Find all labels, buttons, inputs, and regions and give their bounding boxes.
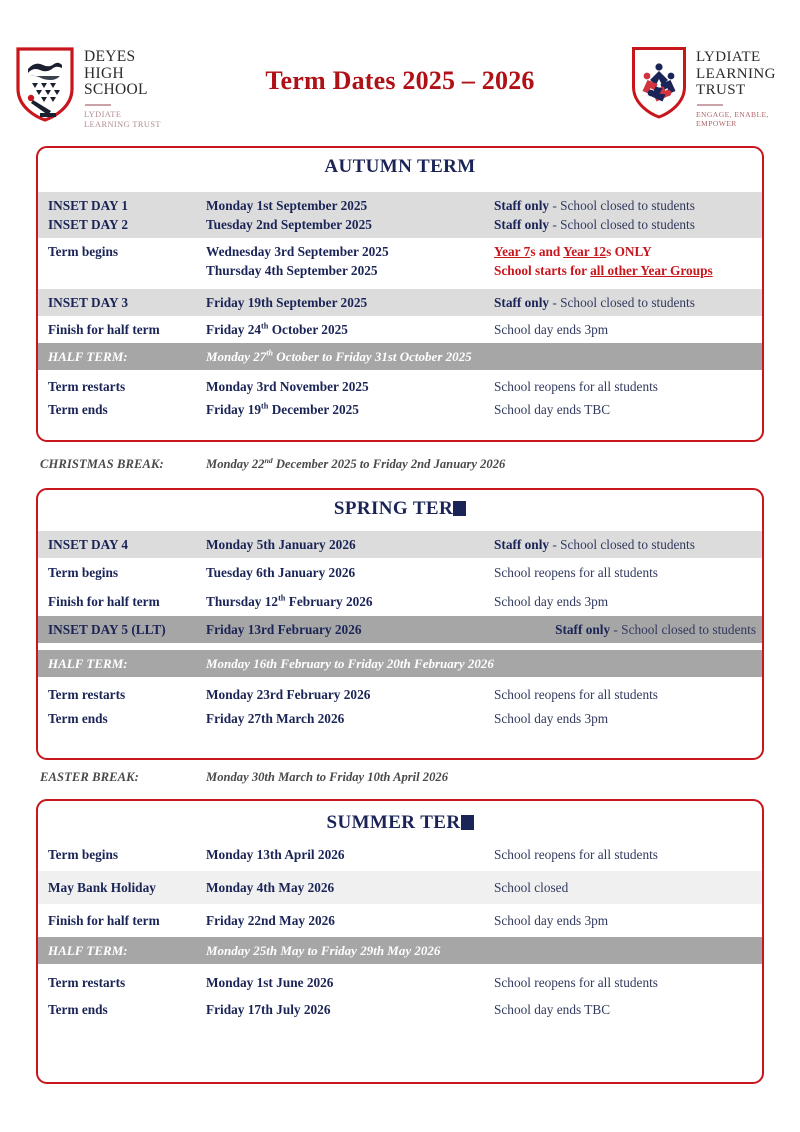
note-emphasis: Staff only — [494, 198, 550, 213]
lydiate-sub-1: ENGAGE, ENABLE, — [696, 109, 769, 119]
half-term-label: HALF TERM: — [48, 656, 128, 671]
summer-term-heading: SUMMER TER — [38, 801, 762, 839]
row-date: Monday 13th April 2026 — [206, 847, 345, 862]
row-note: School reopens for all students — [494, 379, 658, 394]
note-rest: - School closed to students — [610, 622, 756, 637]
row-label: Finish for half term — [48, 322, 160, 337]
row-date: Tuesday 2nd September 2025 — [206, 217, 372, 232]
logo-divider — [697, 104, 723, 106]
spring-term-box — [36, 488, 764, 760]
half-term-dates: Monday 27th October to Friday 31st October 2025 — [206, 348, 472, 364]
table-row — [38, 992, 762, 1023]
lydiate-logo-text — [696, 45, 776, 129]
christmas-break-line — [40, 457, 740, 472]
ordinal-suffix: nd — [264, 455, 273, 465]
table-row — [38, 396, 762, 423]
row-label: Term restarts — [48, 379, 126, 394]
autumn-term-heading: AUTUMN TERM — [324, 156, 476, 177]
note-emphasis: Staff only — [494, 217, 550, 232]
row-label: Term begins — [48, 847, 119, 862]
row-label: Term restarts — [48, 687, 126, 702]
note-underline: Year 12 — [563, 244, 607, 259]
row-label: Term begins — [48, 244, 119, 259]
ordinal-suffix: th — [261, 321, 269, 331]
half-term-row — [38, 650, 762, 677]
lydiate-line-1: LYDIATE — [696, 49, 761, 65]
table-row — [38, 558, 762, 587]
table-row — [38, 289, 762, 316]
row-note: School day ends 3pm — [494, 711, 609, 726]
row-label: INSET DAY 3 — [48, 295, 129, 310]
table-row — [38, 677, 762, 704]
row-note — [494, 215, 762, 234]
half-term-dates: Monday 16th February to Friday 20th February 2026 — [206, 656, 494, 671]
row-label: May Bank Holiday — [48, 880, 156, 895]
row-date: Wednesday 3rd September 2025 — [206, 244, 389, 259]
note-underline: Year 7 — [494, 244, 531, 259]
deyes-shield-icon — [14, 45, 76, 128]
row-label: Term ends — [48, 402, 108, 417]
spring-term-heading: SPRING TER — [38, 490, 762, 525]
table-row — [38, 215, 762, 238]
note-emphasis: Staff only — [494, 537, 550, 552]
lydiate-shield-icon — [630, 45, 688, 126]
row-note: School day ends 3pm — [494, 594, 609, 609]
row-note: School day ends TBC — [494, 402, 611, 417]
row-label: INSET DAY 4 — [48, 537, 129, 552]
row-date: Friday 13rd February 2026 — [206, 622, 362, 637]
row-note — [494, 293, 762, 312]
easter-break-label: EASTER BREAK: — [40, 770, 139, 784]
row-label: INSET DAY 2 — [48, 217, 129, 232]
table-row — [38, 704, 762, 732]
row-date: Friday 22nd May 2026 — [206, 913, 335, 928]
half-term-label: HALF TERM: — [48, 943, 128, 958]
note-emphasis: Staff only — [494, 295, 550, 310]
row-date: Monday 1st September 2025 — [206, 198, 368, 213]
row-date: Monday 5th January 2026 — [206, 537, 356, 552]
row-date: Friday 17th July 2026 — [206, 1002, 331, 1017]
ordinal-suffix: th — [266, 348, 274, 358]
half-term-dates: Monday 25th May to Friday 29th May 2026 — [206, 943, 441, 958]
row-label: INSET DAY 5 (LLT) — [48, 622, 166, 637]
ordinal-suffix: th — [261, 401, 269, 411]
table-row — [38, 370, 762, 396]
deyes-line-2: HIGH — [84, 64, 124, 82]
half-term-label: HALF TERM: — [48, 349, 128, 364]
table-row — [38, 964, 762, 992]
row-note: Year 7s and Year 12s ONLY — [494, 244, 652, 259]
logo-divider — [85, 104, 111, 106]
half-term-row — [38, 343, 762, 370]
table-row — [38, 316, 762, 343]
table-row — [38, 587, 762, 616]
ordinal-suffix: th — [278, 593, 286, 603]
autumn-term-box — [36, 146, 764, 442]
row-date: Friday 24th October 2025 — [206, 321, 348, 337]
row-note: School day ends 3pm — [494, 322, 609, 337]
row-note: School reopens for all students — [494, 687, 658, 702]
row-date: Monday 23rd February 2026 — [206, 687, 371, 702]
row-note — [494, 535, 762, 554]
christmas-break-label: CHRISTMAS BREAK: — [40, 457, 164, 471]
table-row — [38, 531, 762, 558]
note-rest: - School closed to students — [549, 537, 695, 552]
easter-break-dates: Monday 30th March to Friday 10th April 2026 — [206, 770, 448, 784]
note-rest: - School closed to students — [549, 217, 695, 232]
christmas-break-dates: Monday 22nd December 2025 to Friday 2nd January 2026 — [206, 455, 506, 471]
row-note: School day ends TBC — [494, 1002, 611, 1017]
row-note: School reopens for all students — [494, 847, 658, 862]
row-date: Thursday 4th September 2025 — [206, 263, 378, 278]
row-label: Term ends — [48, 1002, 108, 1017]
half-term-row — [38, 937, 762, 964]
table-row — [38, 839, 762, 871]
deyes-sub-1: LYDIATE — [84, 109, 122, 119]
deyes-line-1: DEYES — [84, 48, 136, 65]
table-row — [38, 192, 762, 215]
row-date: Tuesday 6th January 2026 — [206, 565, 356, 580]
note-rest: - School closed to students — [549, 198, 695, 213]
lydiate-learning-trust-logo — [630, 45, 795, 150]
lydiate-sub-2: EMPOWER — [696, 119, 737, 129]
row-label: Term begins — [48, 565, 119, 580]
row-date: Friday 19th December 2025 — [206, 401, 359, 417]
table-row — [38, 261, 762, 289]
deyes-sub-2: LEARNING TRUST — [84, 119, 161, 129]
row-date: Friday 19th September 2025 — [206, 295, 368, 310]
table-row — [38, 238, 762, 261]
row-label: Term ends — [48, 711, 108, 726]
page-title: Term Dates 2025 – 2026 — [265, 66, 535, 95]
note-emphasis: Staff only — [555, 622, 611, 637]
row-date: Thursday 12th February 2026 — [206, 593, 373, 609]
lydiate-line-3: TRUST — [696, 82, 746, 98]
row-note: School reopens for all students — [494, 975, 658, 990]
table-row — [38, 871, 762, 904]
summer-term-box — [36, 799, 764, 1084]
row-date: Monday 3rd November 2025 — [206, 379, 369, 394]
table-row — [38, 616, 762, 643]
easter-break-line — [40, 770, 740, 785]
note-rest: - School closed to students — [549, 295, 695, 310]
row-note: School starts for all other Year Groups — [494, 263, 713, 278]
row-note — [494, 620, 762, 639]
block-glyph-m-icon — [461, 815, 474, 830]
row-note: School day ends 3pm — [494, 913, 609, 928]
deyes-high-school-logo — [14, 45, 194, 150]
row-date: Monday 1st June 2026 — [206, 975, 334, 990]
page-header — [0, 28, 800, 138]
row-note: School closed — [494, 880, 569, 895]
row-label: Finish for half term — [48, 913, 160, 928]
row-date: Friday 27th March 2026 — [206, 711, 345, 726]
deyes-logo-text — [84, 45, 161, 130]
note-underline: all other Year Groups — [590, 263, 713, 278]
row-label: Finish for half term — [48, 594, 160, 609]
row-label: INSET DAY 1 — [48, 198, 129, 213]
row-label: Term restarts — [48, 975, 126, 990]
table-row — [38, 904, 762, 937]
spacer — [38, 183, 762, 192]
block-glyph-m-icon — [453, 501, 466, 516]
lydiate-line-2: LEARNING — [696, 65, 776, 82]
row-note: School reopens for all students — [494, 565, 658, 580]
deyes-line-3: SCHOOL — [84, 81, 148, 98]
row-note — [494, 196, 762, 215]
row-date: Monday 4th May 2026 — [206, 880, 335, 895]
